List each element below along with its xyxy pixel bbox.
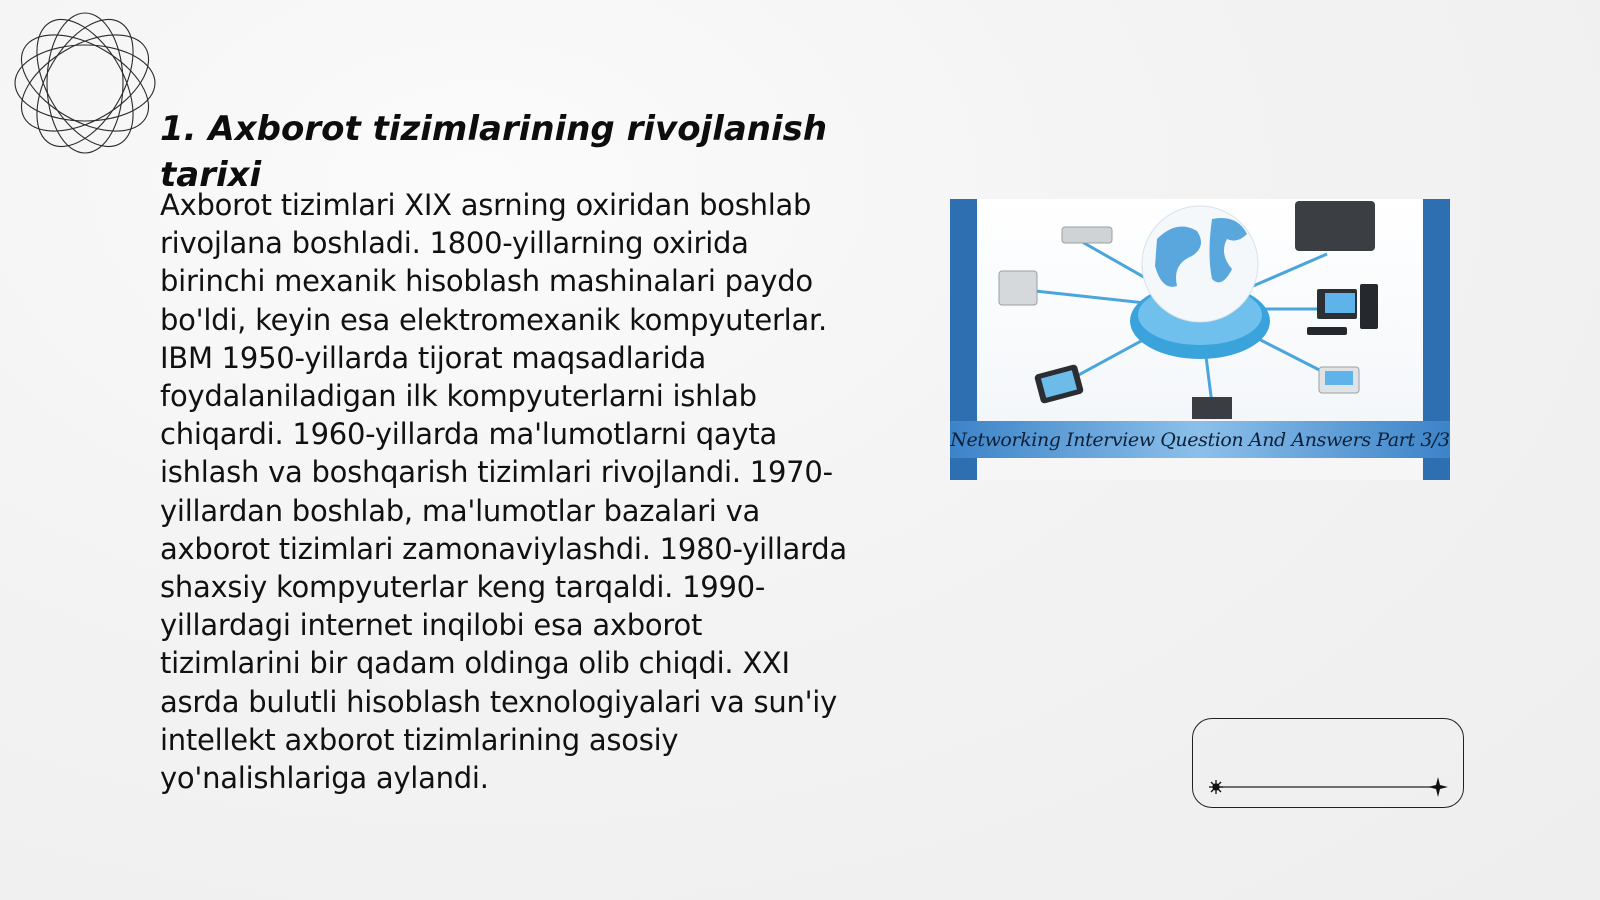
image-caption: Networking Interview Question And Answers Part 3/3	[950, 421, 1450, 458]
networking-image	[950, 199, 1450, 480]
sparkle-icon	[1209, 780, 1223, 794]
network-diagram-icon	[977, 199, 1423, 421]
slide-title: 1. Axborot tizimlarining rivojlanish tarixi	[160, 109, 828, 195]
four-point-star-icon	[1428, 777, 1448, 797]
timeline-ornament	[1192, 718, 1464, 808]
network-illustration	[977, 199, 1423, 421]
image-caption-bottom	[977, 458, 1423, 480]
concentric-rings-ornament-icon	[10, 8, 160, 158]
timeline-line-icon	[1192, 718, 1464, 808]
slide-body-text: Axborot tizimlari XIX asrning oxiridan boshlab rivojlana boshladi. 1800-yillarning oxirida birinchi mexanik hisoblash mashinalari paydo bo'ldi, keyin esa elektromexanik kompyuterlar. IBM 1950-yillarda tijorat maqsadlarida foydalaniladigan ilk kompyuterlarni ishlab chiqardi. 1960-yillarda ma'lumotlarni qayta ishlash va boshqarish tizimlari rivojlandi. 1970-yillardan boshlab, ma'lumotlar bazalari va axborot tizimlari zamonaviylashdi. 1980-yillarda shaxsiy kompyuterlar keng tarqaldi. 1990-yillardagi internet inqilobi esa axborot tizimlarini bir qadam oldinga olib chiqdi. XXI asrda bulutli hisoblash texnologiyalari va sun'iy intellekt axborot tizimlarining asosiy yo'nalishlariga aylandi.	[160, 188, 847, 796]
